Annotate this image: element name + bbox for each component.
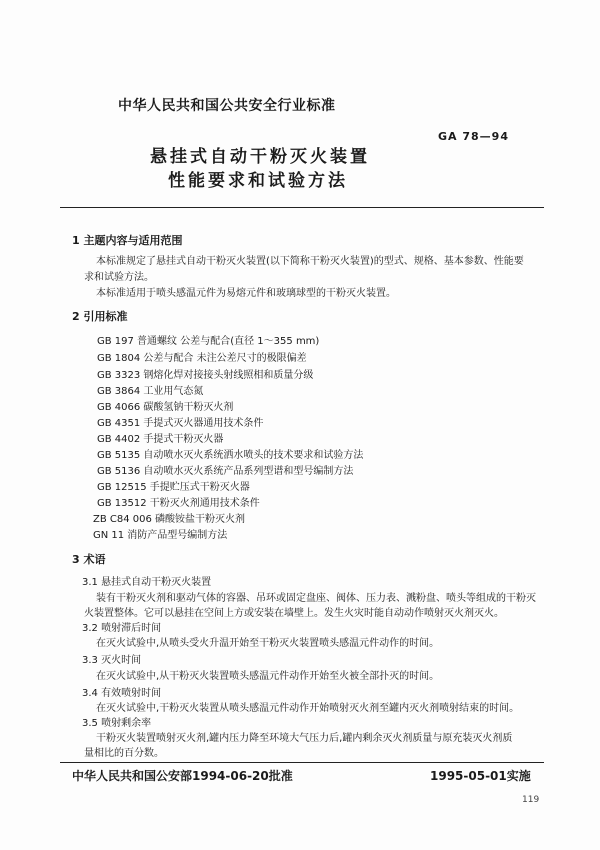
title-divider [60, 207, 544, 208]
term-3-1-definition-line-1: 装有干粉灭火剂和驱动气体的容器、吊环或固定盘座、阀体、压力表、溅粉盘、喷头等组成的干粉灭 [96, 593, 536, 604]
term-3-3: 3.3 灭火时间 [82, 655, 142, 666]
term-3-5-definition-line-2: 量相比的百分数。 [84, 748, 164, 759]
reference-item: GB 4402 手提式干粉灭火器 [97, 434, 224, 445]
standard-number: GA 78—94 [438, 130, 509, 143]
issuing-organization: 中华人民共和国公共安全行业标准 [118, 98, 336, 114]
section-3-heading: 3 术语 [72, 553, 106, 566]
reference-item: GB 3864 工业用气态氮 [97, 386, 204, 397]
term-3-2-definition: 在灭火试验中,从喷头受火升温开始至干粉灭火装置喷头感温元件动作的时间。 [96, 638, 440, 649]
term-3-4-definition: 在灭火试验中,干粉灭火装置从喷头感温元件动作开始喷射灭火剂至罐内灭火剂喷射结束的时间。 [96, 703, 520, 714]
approval-note: 中华人民共和国公安部1994-06-20批准 [72, 769, 293, 783]
reference-item: GN 11 消防产品型号编制方法 [93, 530, 228, 541]
reference-item: ZB C84 006 磷酸铵盐干粉灭火剂 [93, 514, 246, 525]
section-1-para-2: 本标准适用于喷头感温元件为易熔元件和玻璃球型的干粉灭火装置。 [96, 288, 396, 299]
reference-item: GB 12515 手提贮压式干粉灭火器 [97, 482, 250, 493]
reference-item: GB 13512 干粉灭火剂通用技术条件 [97, 498, 260, 509]
reference-item: GB 197 普通螺纹 公差与配合(直径 1～355 mm) [97, 336, 320, 347]
term-3-5: 3.5 喷射剩余率 [82, 718, 152, 729]
section-1-heading: 1 主题内容与适用范围 [72, 234, 183, 247]
reference-item: GB 3323 钢熔化焊对接接头射线照相和质量分级 [97, 370, 314, 381]
reference-item: GB 5135 自动喷水灭火系统洒水喷头的技术要求和试验方法 [97, 450, 364, 461]
reference-item: GB 4066 碳酸氢钠干粉灭火剂 [97, 402, 234, 413]
term-3-1: 3.1 悬挂式自动干粉灭火装置 [82, 577, 212, 588]
section-2-heading: 2 引用标准 [72, 310, 128, 323]
reference-item: GB 5136 自动喷水灭火系统产品系列型谱和型号编制方法 [97, 466, 354, 477]
term-3-1-definition-line-2: 火装置整体。它可以悬挂在空间上方或安装在墙壁上。发生火灾时能自动动作喷射灭火剂灭火。 [84, 608, 504, 619]
title-line-1: 悬挂式自动干粉灭火装置 [150, 147, 370, 167]
term-3-4: 3.4 有效喷射时间 [82, 688, 162, 699]
section-1-para-1-line-2: 求和试验方法。 [84, 272, 154, 283]
reference-item: GB 4351 手提式灭火器通用技术条件 [97, 418, 264, 429]
implementation-date: 1995-05-01实施 [430, 769, 531, 783]
term-3-5-definition-line-1: 干粉灭火装置喷射灭火剂,罐内压力降至环境大气压力后,罐内剩余灭火剂质量与原充装灭火剂质 [96, 733, 513, 744]
term-3-3-definition: 在灭火试验中,从干粉灭火装置喷头感温元件动作开始至火被全部扑灭的时间。 [96, 671, 440, 682]
term-3-2: 3.2 喷射滞后时间 [82, 623, 162, 634]
page-number: 119 [522, 795, 540, 805]
reference-item: GB 1804 公差与配合 未注公差尺寸的极限偏差 [97, 353, 307, 364]
title-line-2: 性能要求和试验方法 [168, 171, 348, 191]
footer-divider [60, 762, 544, 763]
section-1-para-1-line-1: 本标准规定了悬挂式自动干粉灭火装置(以下简称干粉灭火装置)的型式、规格、基本参数、性能要 [96, 256, 524, 267]
